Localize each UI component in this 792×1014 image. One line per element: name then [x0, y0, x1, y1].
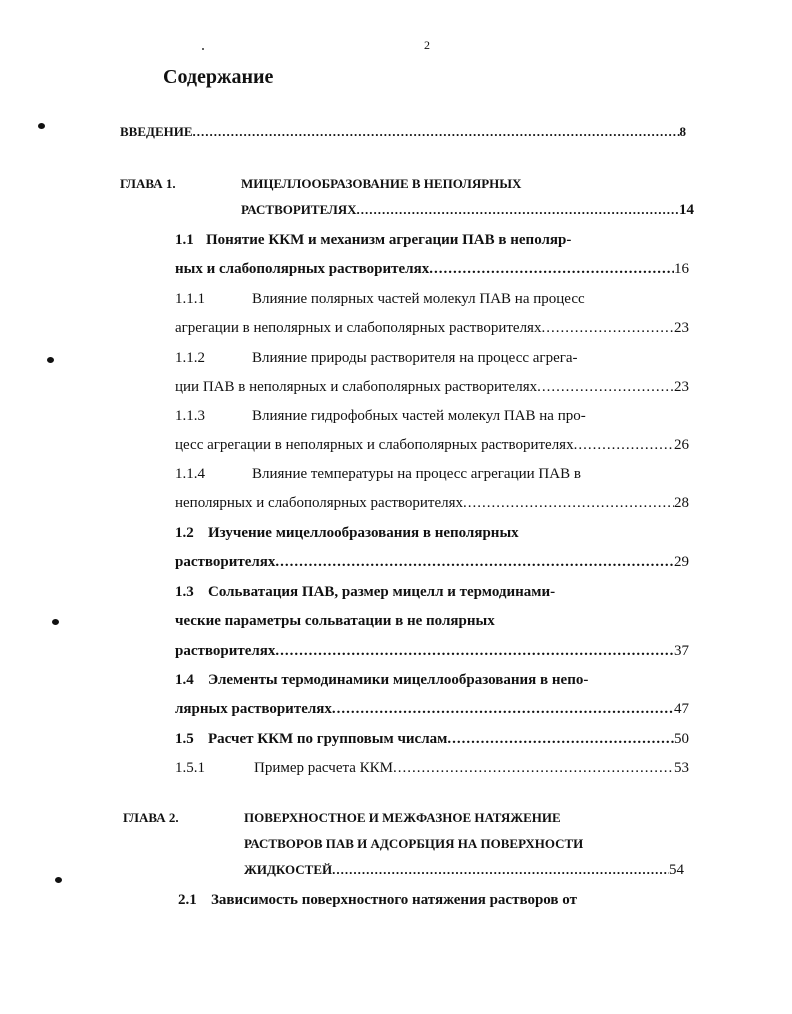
leader-dots [574, 437, 674, 454]
section-number: 1.5.1 [175, 760, 205, 776]
leader-dots [193, 124, 680, 140]
section-title-continued: ческие параметры сольватации в не полярных [175, 613, 495, 629]
page-title: Содержание [163, 66, 274, 88]
toc-entry-title: агрегации в неполярных и слабополярных растворителях [175, 320, 542, 336]
section-title: Влияние полярных частей молекул ПАВ на процесс [252, 291, 585, 307]
toc-entry-1-1 [175, 261, 689, 278]
toc-entry-title: растворителях [175, 554, 276, 570]
section-number: 1.3 [175, 584, 194, 600]
section-title: Зависимость поверхностного натяжения растворов от [211, 892, 577, 908]
leader-dots [357, 202, 679, 218]
toc-page-number: 54 [669, 862, 684, 878]
section-number: 1.2 [175, 525, 194, 541]
section-number: 1.1 [175, 232, 194, 248]
leader-dots [393, 760, 674, 777]
toc-page-number: 53 [674, 760, 689, 776]
toc-page-number: 14 [679, 202, 694, 218]
scan-speck [202, 48, 204, 50]
section-number: 1.4 [175, 672, 194, 688]
section-title: Элементы термодинамики мицеллообразования в непо- [208, 672, 589, 688]
chapter-title: МИЦЕЛЛООБРАЗОВАНИЕ В НЕПОЛЯРНЫХ [241, 176, 522, 191]
toc-entry-1-1-3 [175, 437, 689, 454]
chapter-title: РАСТВОРОВ ПАВ И АДСОРБЦИЯ НА ПОВЕРХНОСТИ [244, 836, 584, 851]
leader-dots [332, 701, 674, 718]
toc-entry-intro [120, 124, 686, 140]
toc-entry-1-1-1 [175, 320, 689, 337]
toc-entry-title: неполярных и слабополярных растворителях [175, 495, 464, 511]
section-number: 1.1.4 [175, 466, 205, 482]
section-title: Влияние природы растворителя на процесс агрега- [252, 350, 578, 366]
section-number: 1.1.3 [175, 408, 205, 424]
section-number: 2.1 [178, 892, 197, 908]
toc-page-number: 37 [674, 643, 689, 659]
toc-page-number: 8 [679, 124, 686, 139]
leader-dots [463, 495, 674, 512]
toc-entry-title: растворителях [175, 643, 276, 659]
toc-page-number: 26 [674, 437, 689, 453]
toc-entry-1-2 [175, 554, 689, 571]
leader-dots [537, 379, 674, 396]
chapter-label: ГЛАВА 1. [120, 176, 176, 191]
section-title: Понятие ККМ и механизм агрегации ПАВ в неполяр- [206, 232, 572, 248]
toc-page-number: 28 [674, 495, 689, 511]
leader-dots [447, 731, 674, 748]
section-title: Влияние гидрофобных частей молекул ПАВ на про- [252, 408, 586, 424]
leader-dots [429, 261, 674, 278]
toc-entry-title: Пример расчета ККМ [254, 760, 393, 776]
toc-entry-1-4 [175, 701, 689, 718]
toc-entry-title: Расчет ККМ по групповым числам [208, 731, 448, 747]
toc-entry-title: ВВЕДЕНИЕ [120, 124, 193, 139]
leader-dots [541, 320, 674, 337]
section-title: Сольватация ПАВ, размер мицелл и термодинами- [208, 584, 556, 600]
toc-page-number: 29 [674, 554, 689, 570]
hole-punch-mark [52, 619, 59, 625]
chapter-title: ПОВЕРХНОСТНОЕ И МЕЖФАЗНОЕ НАТЯЖЕНИЕ [244, 810, 561, 825]
section-number: 1.1.1 [175, 291, 205, 307]
leader-dots [275, 643, 674, 660]
toc-entry-chapter-2 [244, 862, 684, 879]
toc-entry-1-1-4 [175, 495, 689, 512]
toc-entry-title: ции ПАВ в неполярных и слабополярных растворителях [175, 379, 538, 395]
leader-dots [275, 554, 674, 571]
toc-entry-title: цесс агрегации в неполярных и слабополярных растворителях [175, 437, 574, 453]
toc-entry-chapter-1 [241, 202, 694, 219]
toc-page-number: 23 [674, 379, 689, 395]
hole-punch-mark [55, 877, 62, 883]
section-number: 1.1.2 [175, 350, 205, 366]
toc-entry-title: ЖИДКОСТЕЙ [244, 862, 333, 877]
toc-entry-title: лярных растворителях [175, 701, 332, 717]
section-number: 1.5 [175, 731, 194, 747]
toc-page-number: 16 [674, 261, 689, 277]
toc-page-number: 47 [674, 701, 689, 717]
toc-page-number: 23 [674, 320, 689, 336]
leader-dots [332, 862, 669, 878]
chapter-label: ГЛАВА 2. [123, 810, 179, 825]
toc-entry-1-5-1 [254, 760, 689, 777]
toc-entry-1-1-2 [175, 379, 689, 396]
section-title: Влияние температуры на процесс агрегации ПАВ в [252, 466, 581, 482]
toc-page-number: 50 [674, 731, 689, 747]
toc-entry-title: РАСТВОРИТЕЛЯХ [241, 202, 357, 217]
hole-punch-mark [47, 357, 54, 363]
section-title: Изучение мицеллообразования в неполярных [208, 525, 519, 541]
toc-entry-1-5 [208, 731, 689, 748]
toc-entry-title: ных и слабополярных растворителях [175, 261, 430, 277]
page-number: 2 [424, 38, 430, 52]
toc-entry-1-3 [175, 643, 689, 660]
hole-punch-mark [38, 123, 45, 129]
